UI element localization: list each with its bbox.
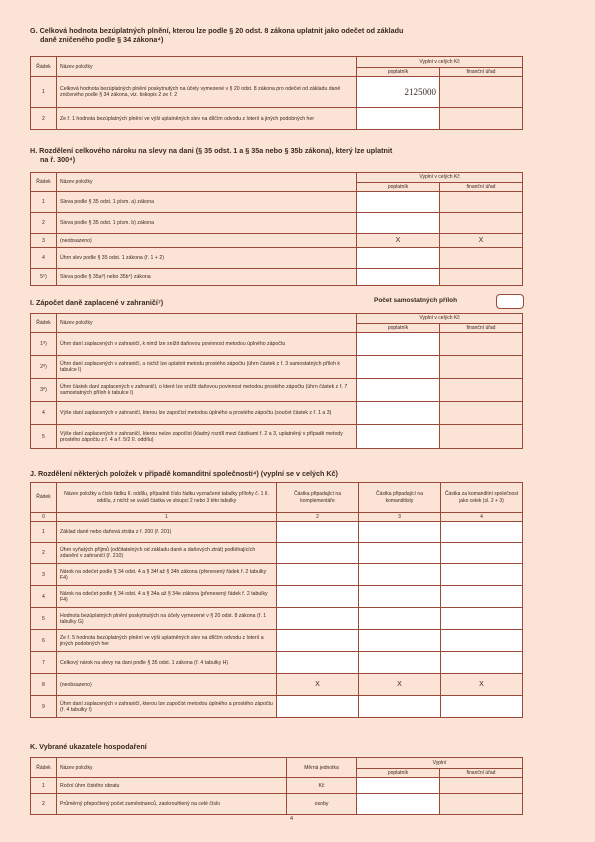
table-row (31, 586, 523, 608)
celek-input[interactable] (441, 522, 523, 543)
row-label: Výše daní zaplacených v zahraničí, kterou lze započíst metodou úplného a prostého zápočtu (součet částek z ř. 1 a 3) (57, 402, 357, 425)
row-number: 5⁶) (31, 269, 57, 286)
row-number: 5 (31, 425, 57, 449)
table-row (31, 356, 523, 379)
komanditista-input[interactable] (359, 630, 441, 652)
row-number: 4 (31, 402, 57, 425)
table-row (31, 543, 523, 564)
row-label: Roční úhrn čistého obratu (57, 778, 287, 794)
section-h-title: H. Rozdělení celkového nároku na slevy na dani (§ 35 odst. 1 a § 35a nebo § 35b zákona), který lze uplatnit na ř. 300⁴) (30, 146, 393, 164)
celek-input[interactable] (441, 652, 523, 674)
row-label: (neobsazeno) (57, 674, 277, 696)
row-number: 2⁸) (31, 356, 57, 379)
row-label: Úhrn vyňatých příjmů (odčitatelných od základu daně a daňových ztrát) podléhajících zdanění v zahraničí (ř. 210) (57, 543, 277, 564)
col-header-poplatnik: poplatník (357, 68, 440, 77)
komanditista-input[interactable] (359, 696, 441, 718)
row-number: 4 (31, 248, 57, 269)
table-h (30, 172, 523, 286)
poplatnik-input[interactable] (357, 333, 440, 356)
row-label: Celková hodnota bezúplatných plnění poskytnutých na účely vymezené v § 20 odst. 8 zákona pro odečet od základu daně zničeného podle § 34 zákona, viz. tiskopis 2 ze ř. 2 (57, 77, 357, 108)
table-row (31, 333, 523, 356)
row-label: (neobsazeno) (57, 234, 357, 248)
table-row (31, 794, 523, 815)
komanditista-input[interactable] (359, 608, 441, 630)
poplatnik-input[interactable] (357, 425, 440, 449)
col-header-radek: Řádek (31, 57, 57, 77)
unit-label: osoby (287, 794, 357, 815)
komanditista-input[interactable] (359, 522, 441, 543)
col-header-radek: Řádek (31, 483, 57, 513)
row-label: Ze ř. 1 hodnota bezúplatných plnění ve výši uplatněných slev na dílčím odvodu z loterií a jiných podobných her (57, 108, 357, 130)
urad-cell (440, 269, 523, 286)
urad-cell (440, 379, 523, 402)
komanditista-input[interactable] (359, 586, 441, 608)
col-header-urad: finanční úřad (440, 324, 523, 333)
komanditista-input[interactable] (359, 564, 441, 586)
row-number: 5 (31, 608, 57, 630)
urad-cell (440, 333, 523, 356)
row-number: 6 (31, 630, 57, 652)
celek-input[interactable] (441, 630, 523, 652)
celek-input[interactable] (441, 543, 523, 564)
urad-cell (440, 213, 523, 234)
table-row (31, 234, 523, 248)
table-row (31, 77, 523, 108)
table-row (31, 564, 523, 586)
komplementar-input[interactable] (277, 586, 359, 608)
row-label: Úhrn daní zaplacených v zahraničí, u nichž lze uplatnit metodu prostého zápočtu (úhrn částek z ř. 3 samostatných příloh k tabulce I) (57, 356, 357, 379)
col-header-komplementar: Částka připadající na komplementáře (277, 483, 359, 513)
table-row (31, 608, 523, 630)
poplatnik-input[interactable]: 2125000 (357, 77, 440, 108)
table-row (31, 379, 523, 402)
row-label: Sleva podle § 35a⁸) nebo 35b⁴) zákona (57, 269, 357, 286)
row-number: 7 (31, 652, 57, 674)
komplementar-input[interactable] (277, 564, 359, 586)
col-number: 2 (277, 513, 359, 522)
row-number: 1⁸) (31, 333, 57, 356)
x-mark: X (441, 674, 523, 696)
col-number: 4 (441, 513, 523, 522)
col-header-nazev: Název položky (57, 758, 287, 778)
row-number: 8 (31, 674, 57, 696)
x-mark: X (440, 234, 523, 248)
x-mark: X (357, 234, 440, 248)
col-header-nazev: Název položky (57, 57, 357, 77)
col-header-vyplni: Vyplní v celých Kč (357, 173, 523, 183)
col-header-radek: Řádek (31, 173, 57, 192)
page-number: 4 (290, 816, 294, 822)
urad-cell (440, 108, 523, 130)
row-label: Celkový nárok na slevy na dani podle § 35 odst. 1 zákona (ř. 4 tabulky H) (57, 652, 277, 674)
table-row (31, 402, 523, 425)
celek-input[interactable] (441, 696, 523, 718)
poplatnik-input[interactable] (357, 379, 440, 402)
table-row (31, 652, 523, 674)
poplatnik-input[interactable] (357, 213, 440, 234)
urad-cell (440, 248, 523, 269)
col-header-poplatnik: poplatník (357, 769, 440, 778)
poplatnik-input[interactable] (357, 269, 440, 286)
row-number: 1 (31, 192, 57, 213)
col-number: 1 (57, 513, 277, 522)
komplementar-input[interactable] (277, 696, 359, 718)
row-label: Průměrný přepočtený počet zaměstnanců, zaokrouhlený na celé číslo (57, 794, 287, 815)
col-header-jednotka: Měrná jednotka (287, 758, 357, 778)
table-row (31, 108, 523, 130)
row-label: Úhrn částek daní zaplacených v zahraničí, o které lze snížit daňovou povinnost metodou prostého zápočtu (úhrn částek z ř. 7 samostatných příloh k tabulce I) (57, 379, 357, 402)
table-row (31, 778, 523, 794)
komplementar-input[interactable] (277, 630, 359, 652)
urad-cell (440, 778, 523, 794)
row-label: Výše daní zaplacených v zahraničí, kterou nelze započíst (kladný rozdíl mezi částkami ř. 2 a 3, uplatněný v případě metody prostého zápočtu z ř. 4 a ř. 5/2 II. oddílu) (57, 425, 357, 449)
row-number: 3⁸) (31, 379, 57, 402)
col-header-urad: finanční úřad (440, 68, 523, 77)
poplatnik-input[interactable] (357, 248, 440, 269)
table-row (31, 248, 523, 269)
col-header-radek: Řádek (31, 758, 57, 778)
komanditista-input[interactable] (359, 652, 441, 674)
celek-input[interactable] (441, 608, 523, 630)
table-i (30, 313, 523, 449)
komplementar-input[interactable] (277, 608, 359, 630)
attachments-count-label: Počet samostatných příloh (374, 297, 458, 304)
table-j (30, 482, 523, 718)
section-g-title: G. Celková hodnota bezúplatných plnění, kterou lze podle § 20 odst. 8 zákona uplatnit jako odečet od základu daně zničeného podle § 34 zákona⁴) (30, 26, 404, 44)
row-label: Základ daně nebo daňová ztráta z ř. 200 (ř. 201) (57, 522, 277, 543)
row-label: Nárok na odečet podle § 34 odst. 4 a § 34f až § 34h zákona (přenesený řádek ř. 2 tabulky F4) (57, 564, 277, 586)
attachments-count-input[interactable] (496, 294, 524, 309)
col-header-celek: Částka za komanditní společnost jako celek (sl. 2 + 3) (441, 483, 523, 513)
col-header-vyplni: Vyplní (357, 758, 523, 769)
table-row (31, 522, 523, 543)
col-header-poplatnik: poplatník (357, 183, 440, 192)
poplatnik-input[interactable] (357, 356, 440, 379)
col-header-poplatnik: poplatník (357, 324, 440, 333)
row-number: 1 (31, 778, 57, 794)
table-row (31, 630, 523, 652)
poplatnik-input[interactable] (357, 778, 440, 794)
urad-cell (440, 794, 523, 815)
table-row (31, 269, 523, 286)
table-row (31, 192, 523, 213)
urad-cell (440, 356, 523, 379)
row-number: 4 (31, 586, 57, 608)
komanditista-input[interactable] (359, 543, 441, 564)
table-row (31, 674, 523, 696)
table-g (30, 56, 523, 130)
row-number: 2 (31, 543, 57, 564)
row-number: 2 (31, 794, 57, 815)
row-number: 9 (31, 696, 57, 718)
col-number: 3 (359, 513, 441, 522)
row-number: 3 (31, 234, 57, 248)
row-number: 2 (31, 108, 57, 130)
poplatnik-input[interactable] (357, 192, 440, 213)
row-number: 2 (31, 213, 57, 234)
col-header-komanditista: Částka připadající na komanditisty (359, 483, 441, 513)
col-header-nazev: Název položky a číslo řádku II. oddílu, případně číslo řádku vyznačené tabulky přílohy č. 1 II. oddílu, z nichž se uvádí částka ve sloupci 2 nebo 3 této tabulky (57, 483, 277, 513)
poplatnik-input[interactable] (357, 402, 440, 425)
komplementar-input[interactable] (277, 652, 359, 674)
row-number: 1 (31, 77, 57, 108)
row-label: Ze ř. 5 hodnota bezúplatných plnění ve výši uplatněných slev na dílčím odvodu z loterií a jiných podobných her (57, 630, 277, 652)
row-number: 3 (31, 564, 57, 586)
row-label: Úhrn slev podle § 35 odst. 1 zákona (ř. 1 + 2) (57, 248, 357, 269)
celek-input[interactable] (441, 564, 523, 586)
section-i-title: I. Zápočet daně zaplacené v zahraničí⁷) (30, 298, 164, 307)
col-header-radek: Řádek (31, 314, 57, 333)
section-k-title: K. Vybrané ukazatele hospodaření (30, 742, 147, 751)
row-label: Hodnota bezúplatných plnění poskytnutých na účely vymezené v § 20 odst. 8 zákona (ř. 1 tabulky G) (57, 608, 277, 630)
col-header-vyplni: Vyplní v celých Kč (357, 314, 523, 324)
row-label: Sleva podle § 35 odst. 1 písm. b) zákona (57, 213, 357, 234)
col-number: 0 (31, 513, 57, 522)
x-mark: X (277, 674, 359, 696)
col-header-nazev: Název položky (57, 173, 357, 192)
celek-input[interactable] (441, 586, 523, 608)
row-label: Sleva podle § 35 odst. 1 písm. a) zákona (57, 192, 357, 213)
urad-cell (440, 77, 523, 108)
row-label: Úhrn daní zaplacených v zahraničí, kterou lze započíst metodou úplného a prostého zápočtu (ř. 4 tabulky I) (57, 696, 277, 718)
poplatnik-input[interactable] (357, 108, 440, 130)
unit-label: Kč (287, 778, 357, 794)
col-header-vyplni: Vyplní v celých Kč (357, 57, 523, 68)
poplatnik-input[interactable] (357, 794, 440, 815)
urad-cell (440, 425, 523, 449)
table-row (31, 213, 523, 234)
table-row (31, 696, 523, 718)
table-row (31, 425, 523, 449)
urad-cell (440, 192, 523, 213)
row-label: Úhrn daní zaplacených v zahraničí, k nimž lze snížit daňovou povinnost metodou úplného zápočtu (57, 333, 357, 356)
x-mark: X (359, 674, 441, 696)
row-label: Nárok na odečet podle § 34 odst. 4 a § 34a až § 34e zákona (přenesený řádek ř. 2 tabulky F4) (57, 586, 277, 608)
row-number: 1 (31, 522, 57, 543)
section-j-title: J. Rozdělení některých položek v případě komanditní společnosti⁴) (vyplní se v celých Kč) (30, 469, 338, 478)
table-k (30, 757, 523, 815)
col-header-urad: finanční úřad (440, 769, 523, 778)
col-header-nazev: Název položky (57, 314, 357, 333)
urad-cell (440, 402, 523, 425)
col-header-urad: finanční úřad (440, 183, 523, 192)
komplementar-input[interactable] (277, 543, 359, 564)
komplementar-input[interactable] (277, 522, 359, 543)
